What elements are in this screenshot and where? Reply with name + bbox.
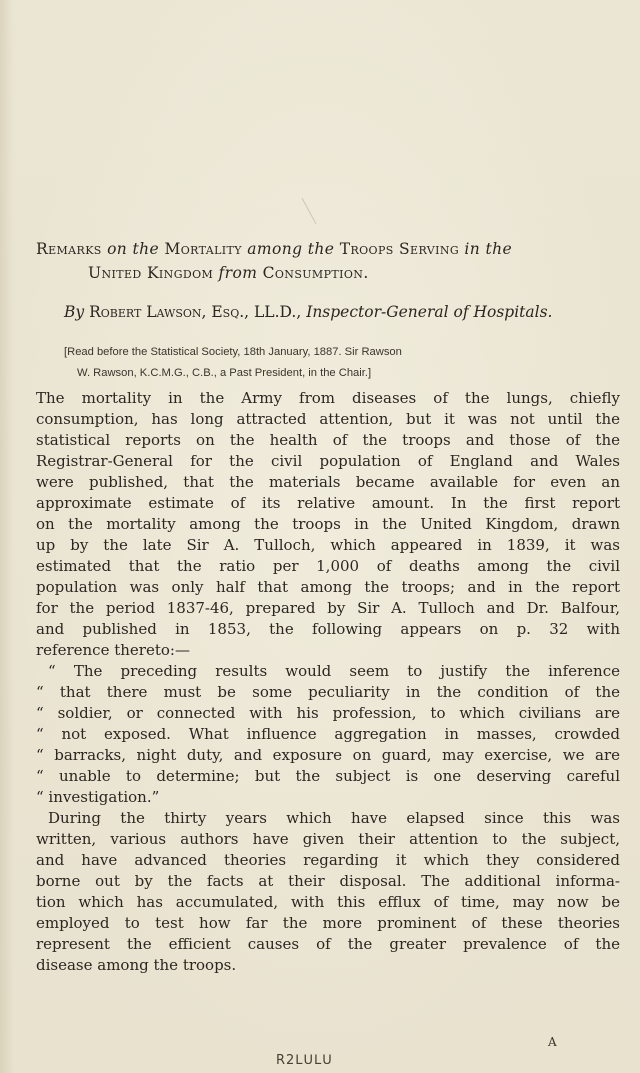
body-line: consumption, has long attracted attention, but it was not until the (36, 410, 620, 428)
quote-line: “ not exposed. What influence aggregation in masses, crowded (36, 725, 620, 743)
paper-crease-mark (298, 196, 320, 226)
body-line: on the mortality among the troops in the United Kingdom, drawn (36, 515, 620, 533)
quote-line: “ The preceding results would seem to justify the inference (48, 662, 620, 680)
quote-line: “ barracks, night duty, and exposure on guard, may exercise, we are (36, 746, 620, 764)
body-line: statistical reports on the health of the troops and those of the (36, 431, 620, 449)
body-line: estimated that the ratio per 1,000 of deaths among the civil (36, 557, 620, 575)
body-line: written, various authors have given their attention to the subject, (36, 830, 620, 848)
title-phrase-in-the: in the (459, 240, 513, 258)
title-word-consumption: Consumption. (262, 264, 369, 282)
reading-note-line-2: W. Rawson, K.C.M.G., C.B., a Past President, in the Chair.] (77, 367, 372, 379)
body-line: were published, that the materials became available for even an (36, 473, 620, 491)
article-body (36, 388, 620, 976)
body-line: and published in 1853, the following appears on p. 32 with (36, 620, 620, 638)
title-word-from: from (213, 264, 263, 282)
handwritten-shelf-mark: R2ᒪᑌᒪᑌ (276, 1053, 333, 1068)
title-phrase-troops-serving: Troops Serving (339, 240, 460, 258)
body-line: represent the efficient causes of the greater prevalence of the (36, 935, 620, 953)
quote-line: “ investigation.” (36, 788, 160, 806)
body-line: and have advanced theories regarding it which they considered (36, 851, 620, 869)
title-phrase-among-the: among the (241, 240, 340, 258)
byline-by: By (64, 303, 90, 321)
quote-line: “ that there must be some peculiarity in the condition of the (36, 683, 620, 701)
article-title-line-1 (36, 240, 620, 258)
reading-note-line-1: [Read before the Statistical Society, 18th January, 1887. Sir Rawson (64, 346, 402, 358)
author-position: Inspector-General of Hospitals. (306, 303, 553, 321)
signature-mark: A (548, 1035, 557, 1049)
body-line: During the thirty years which have elapsed since this was (48, 809, 620, 827)
author-titles: , Esq., LL.D., (201, 303, 307, 321)
reading-note (64, 342, 624, 384)
body-line: Registrar-General for the civil population of England and Wales (36, 452, 620, 470)
author-byline (64, 303, 552, 321)
author-name: Robert Lawson (89, 303, 202, 321)
body-line: The mortality in the Army from diseases of the lungs, chiefly (36, 389, 620, 407)
article-title-line-2 (88, 264, 369, 282)
body-line: reference thereto:— (36, 641, 190, 659)
quote-line: “ unable to determine; but the subject is one deserving careful (36, 767, 620, 785)
body-line: approximate estimate of its relative amount. In the first report (36, 494, 620, 512)
body-line: population was only half that among the troops; and in the report (36, 578, 620, 596)
body-line: for the period 1837-46, prepared by Sir A. Tulloch and Dr. Balfour, (36, 599, 620, 617)
title-phrase-on-the: on the (101, 240, 165, 258)
body-line: borne out by the facts at their disposal. The additional informa- (36, 872, 620, 890)
body-line: employed to test how far the more prominent of these theories (36, 914, 620, 932)
body-line: disease among the troops. (36, 956, 237, 974)
body-line: up by the late Sir A. Tulloch, which appeared in 1839, it was (36, 536, 620, 554)
body-line: tion which has accumulated, with this efflux of time, may now be (36, 893, 620, 911)
title-word-remarks: Remarks (36, 240, 102, 258)
quote-line: “ soldier, or connected with his profession, to which civilians are (36, 704, 620, 722)
title-word-mortality: Mortality (164, 240, 242, 258)
title-phrase-united-kingdom: United Kingdom (88, 264, 214, 282)
